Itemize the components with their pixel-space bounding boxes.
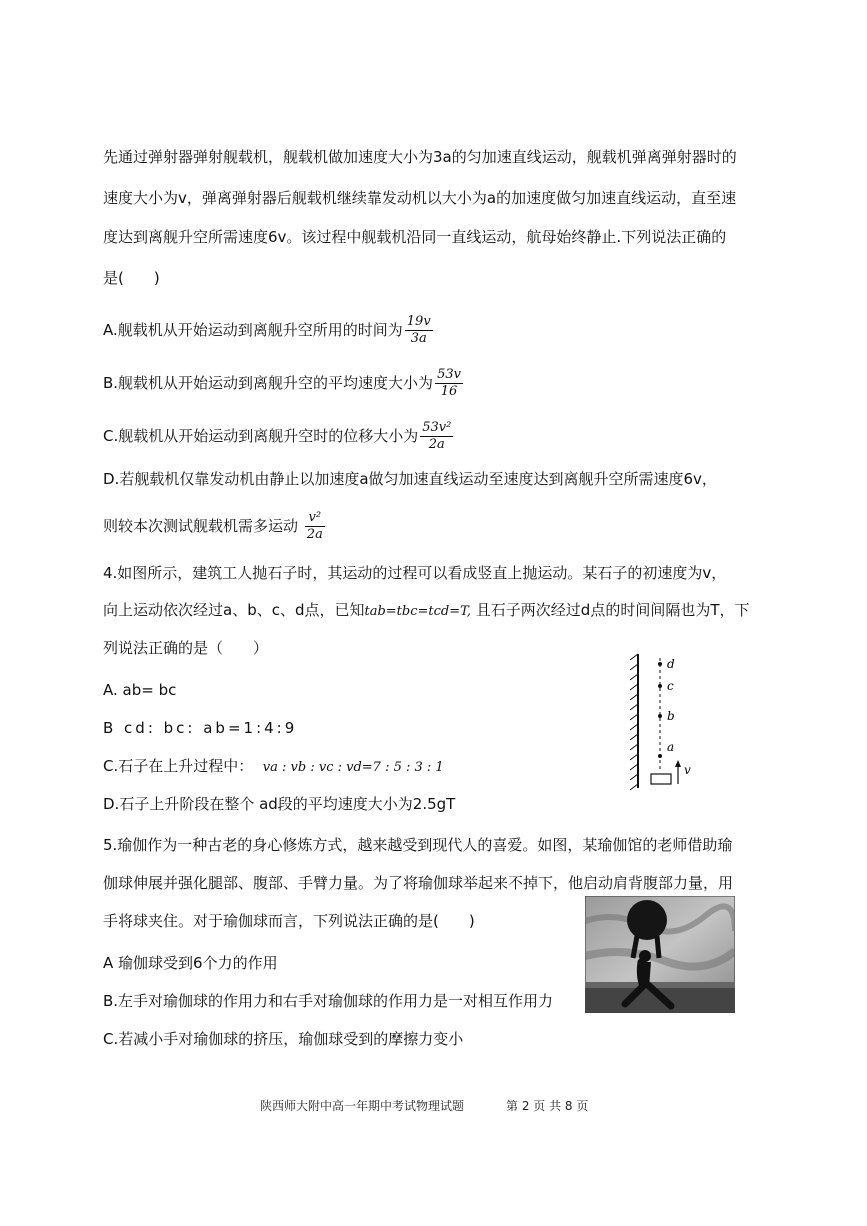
q4-stem-line2-a: 向上运动依次经过a、b、c、d点，已知 xyxy=(103,601,365,619)
q3-option-a-text: A.舰载机从开始运动到离舰升空所用的时间为 xyxy=(103,321,403,339)
q4-stem-line2 xyxy=(103,600,749,622)
q4-stem-line2-b: 且石子两次经过d点的时间间隔也为T，下 xyxy=(475,601,750,619)
fraction-numerator: 53v² xyxy=(422,420,452,435)
yoga-ball-photo xyxy=(585,896,735,1013)
q3-option-b xyxy=(103,367,463,400)
q5-stem-line1: 5.瑜伽作为一种古老的身心修炼方式，越来越受到现代人的喜爱。如图，某瑜伽馆的老师借助瑜 xyxy=(103,836,733,854)
q4-option-b: B cd: bc: ab=1:4:9 xyxy=(103,719,298,737)
q3-stem-line3: 度达到离舰升空所需速度6v。该过程中舰载机沿同一直线运动，航母始终静止.下列说法正确的 xyxy=(103,228,727,246)
point-b xyxy=(658,714,662,718)
point-d xyxy=(658,662,662,666)
footer-title: 陕西师大附中高一年期中考试物理试题 xyxy=(260,1099,465,1113)
vertical-throw-figure xyxy=(622,652,702,792)
q3-stem-line1: 先通过弹射器弹射舰载机，舰载机做加速度大小为3a的匀加速直线运动，舰载机弹离弹射器时的 xyxy=(103,148,737,166)
q4-option-c xyxy=(103,756,444,778)
point-c xyxy=(658,684,662,688)
q3-stem-line2: 速度大小为v，弹离弹射器后舰载机继续靠发动机以大小为a的加速度做匀加速直线运动，直至速 xyxy=(103,189,737,207)
point-a xyxy=(658,754,662,758)
q3-option-d-line1: D.若舰载机仅靠发动机由静止以加速度a做匀加速直线运动至速度达到离舰升空所需速度6v， xyxy=(103,470,717,488)
label-v: v xyxy=(684,763,691,777)
q3-option-d-line2 xyxy=(103,510,325,543)
fraction-denominator: 2a xyxy=(306,527,323,542)
q3-option-c-text: C.舰载机从开始运动到离舰升空时的位移大小为 xyxy=(103,427,419,445)
q4-option-c-text: C.石子在上升过程中： xyxy=(103,757,254,775)
stone-block xyxy=(651,774,671,784)
q3-option-b-fraction xyxy=(435,367,463,400)
q5-stem-line3: 手将球夹住。对于瑜伽球而言，下列说法正确的是( ) xyxy=(103,912,475,930)
label-b: b xyxy=(667,709,675,723)
fraction-numerator: 53v xyxy=(437,367,461,382)
q3-option-c xyxy=(103,420,453,453)
fraction-numerator: 19v xyxy=(406,314,431,329)
q4-time-equation: tab=tbc=tcd=T, xyxy=(364,604,472,619)
q3-option-a-fraction xyxy=(405,314,433,347)
q4-stem-line1: 4.如图所示，建筑工人抛石子时，其运动的过程可以看成竖直上抛运动。某石子的初速度为v， xyxy=(103,564,727,582)
q4-option-d: D.石子上升阶段在整个 ad段的平均速度大小为2.5gT xyxy=(103,795,456,813)
q5-option-c: C.若减小手对瑜伽球的挤压，瑜伽球受到的摩擦力变小 xyxy=(103,1030,464,1048)
q3-option-d-fraction xyxy=(305,510,325,543)
q5-stem-line2: 伽球伸展并强化腿部、腹部、手臂力量。为了将瑜伽球举起来不掉下，他启动肩背腹部力量，用 xyxy=(103,874,734,892)
q4-stem-line3: 列说法正确的是（ ） xyxy=(103,639,269,657)
q4-option-a: A. ab= bc xyxy=(103,681,177,699)
velocity-arrow-head xyxy=(675,760,681,767)
wall-hatching xyxy=(630,654,638,790)
fraction-numerator: v² xyxy=(305,510,325,527)
footer-page-number: 第 2 页 共 8 页 xyxy=(506,1099,589,1113)
q3-stem-line4: 是( ) xyxy=(103,269,160,287)
q5-option-b: B.左手对瑜伽球的作用力和右手对瑜伽球的作用力是一对相互作用力 xyxy=(103,992,554,1010)
q3-option-d-text: 则较本次测试舰载机需多运动 xyxy=(103,517,299,535)
label-a: a xyxy=(667,740,675,754)
fraction-denominator: 2a xyxy=(428,437,445,452)
q3-option-a xyxy=(103,314,433,347)
label-c: c xyxy=(667,679,674,693)
label-d: d xyxy=(667,657,675,671)
yoga-ball xyxy=(627,900,667,940)
fraction-denominator: 16 xyxy=(440,384,458,399)
q5-option-a: A 瑜伽球受到6个力的作用 xyxy=(103,954,278,972)
q3-option-c-fraction xyxy=(420,420,453,453)
fraction-denominator: 3a xyxy=(410,331,427,346)
q3-option-b-text: B.舰载机从开始运动到离舰升空的平均速度大小为 xyxy=(103,374,434,392)
q4-velocity-ratio: va : vb : vc : vd=7 : 5 : 3 : 1 xyxy=(262,760,444,775)
